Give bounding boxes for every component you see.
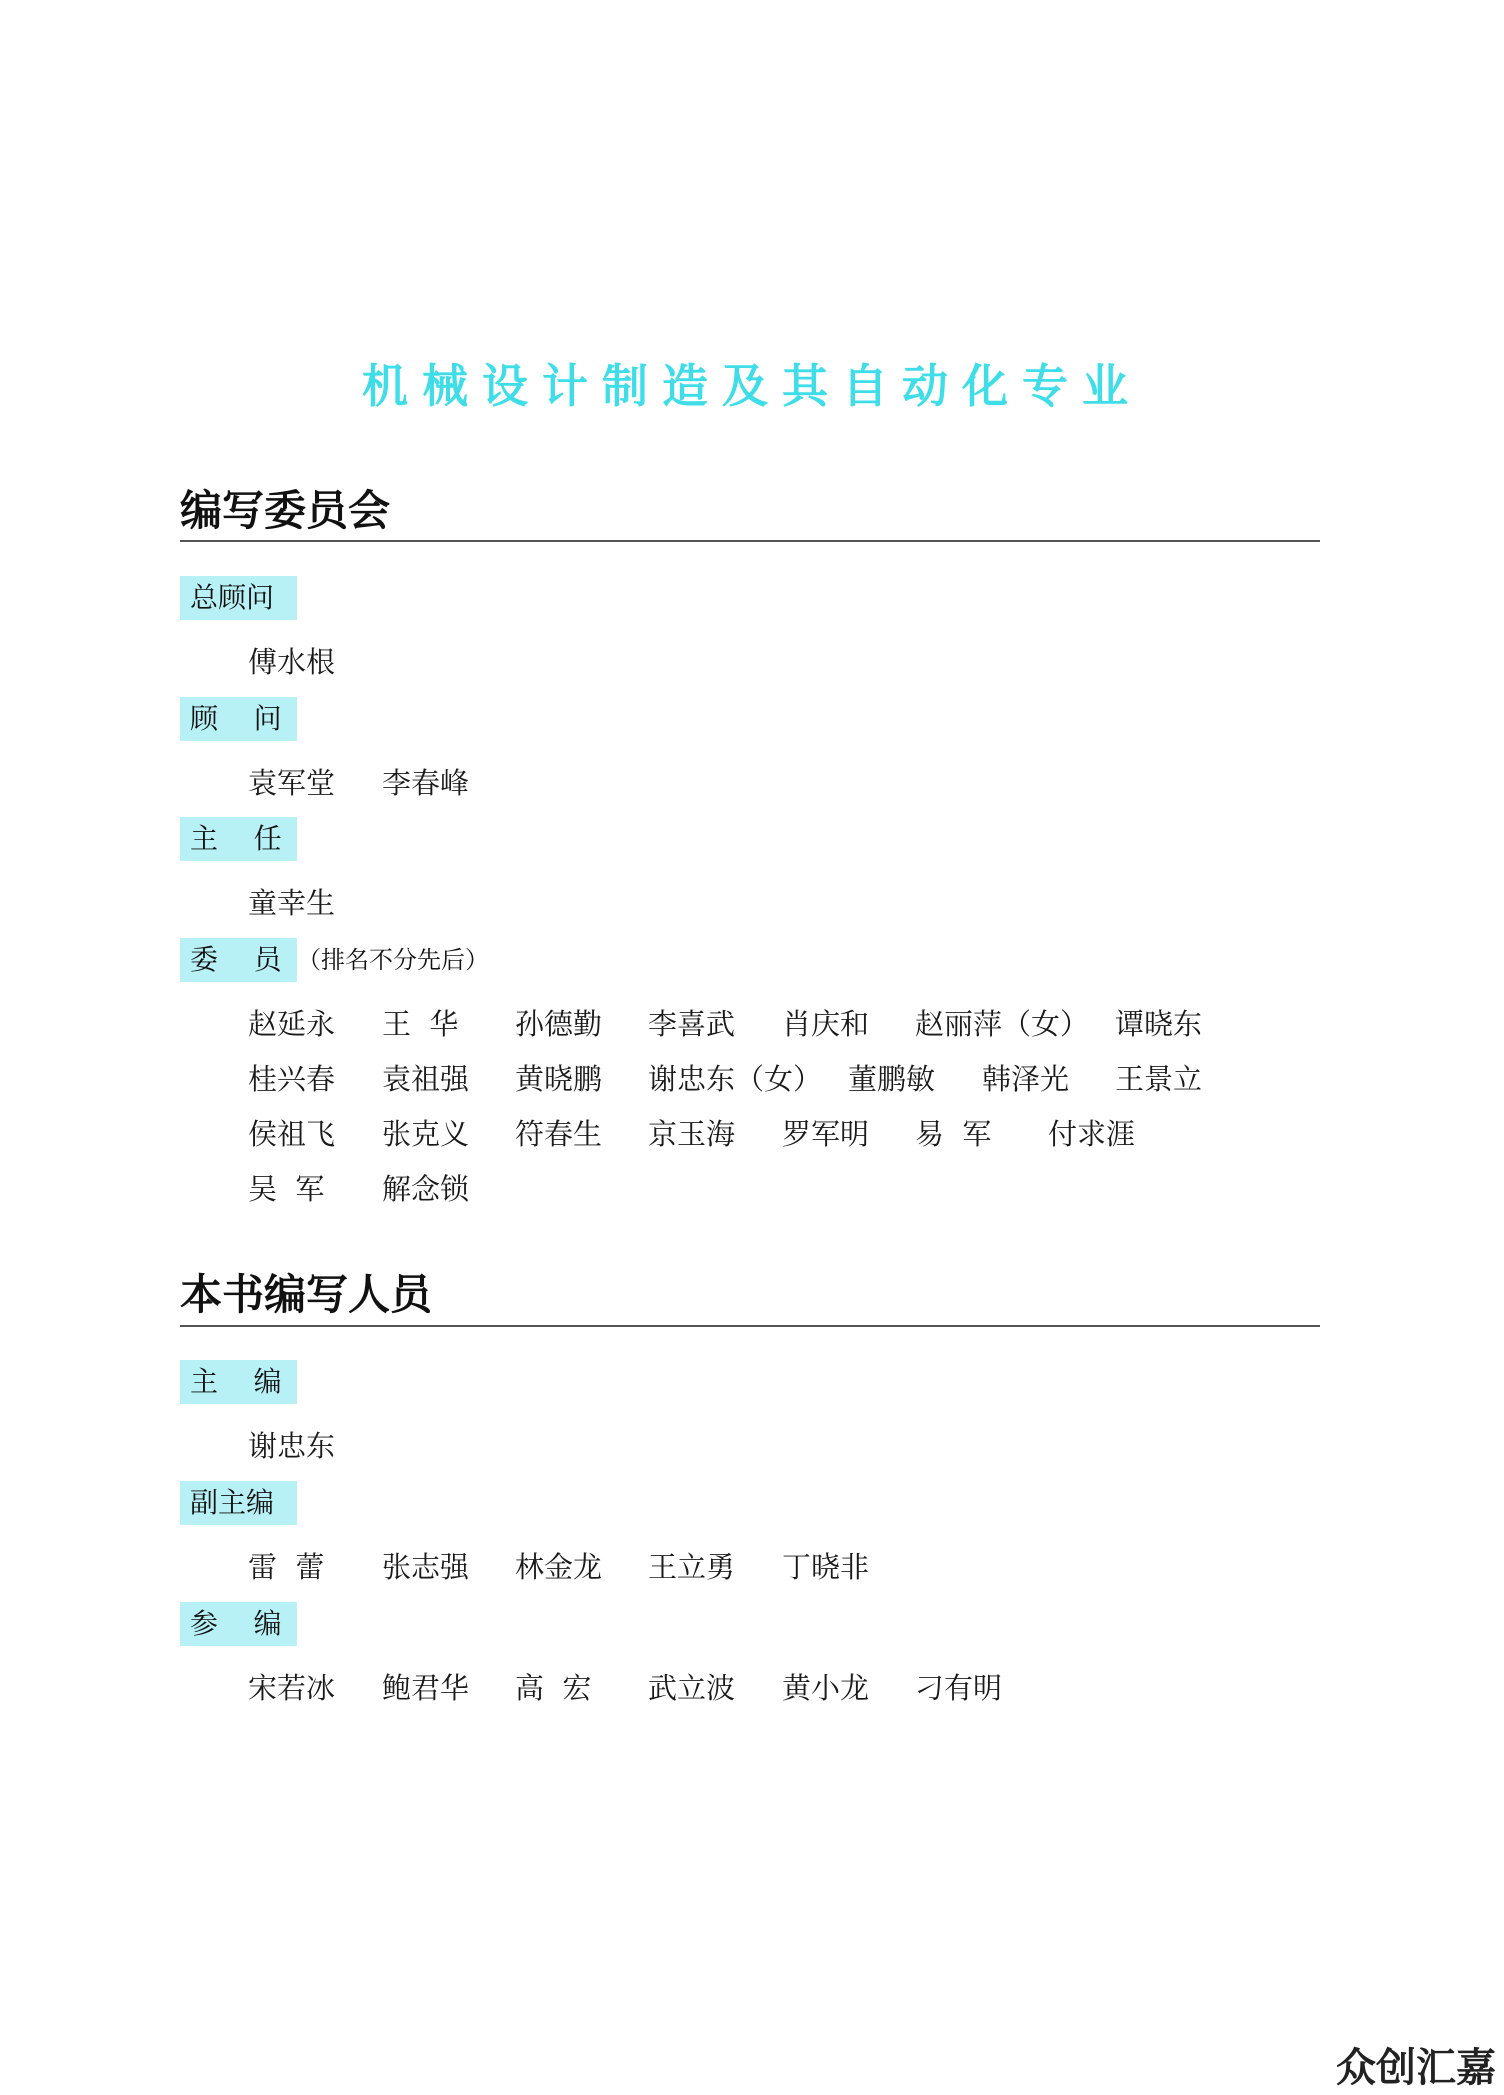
member-name: 谢忠东（女）	[648, 1062, 823, 1096]
member-name: 黄晓鹏	[515, 1062, 603, 1096]
member-name: 桂兴春	[248, 1062, 336, 1096]
authors-divider	[180, 1325, 1320, 1327]
author-name: 谢忠东	[248, 1429, 336, 1463]
member-name: 侯祖飞	[248, 1117, 336, 1151]
member-name: 傅水根	[248, 645, 336, 679]
page-title: 机械设计制造及其自动化专业	[362, 359, 1142, 413]
author-name: 刁有明	[915, 1671, 1003, 1705]
member-name: 吴 军	[248, 1172, 325, 1206]
member-name: 罗军明	[782, 1117, 870, 1151]
member-name: 袁军堂	[248, 766, 336, 800]
member-name: 李喜武	[648, 1007, 736, 1041]
role-label-editor-in-chief: 主 编	[180, 1360, 297, 1404]
member-name: 易 军	[915, 1117, 992, 1151]
author-name: 宋若冰	[248, 1671, 336, 1705]
author-name: 雷 蕾	[248, 1550, 325, 1584]
member-name: 王景立	[1115, 1062, 1203, 1096]
member-name: 赵延永	[248, 1007, 336, 1041]
committee-heading: 编写委员会	[180, 486, 391, 535]
member-name: 张克义	[382, 1117, 470, 1151]
role-label-chief-advisor: 总顾问	[180, 576, 297, 620]
member-name: 符春生	[515, 1117, 603, 1151]
member-name: 解念锁	[382, 1172, 470, 1206]
author-name: 武立波	[648, 1671, 736, 1705]
author-name: 高 宏	[515, 1671, 592, 1705]
author-name: 王立勇	[648, 1550, 736, 1584]
member-name: 童幸生	[248, 886, 336, 920]
author-name: 张志强	[382, 1550, 470, 1584]
member-name: 袁祖强	[382, 1062, 470, 1096]
role-label-advisor: 顾 问	[180, 697, 297, 741]
member-name: 孙德勤	[515, 1007, 603, 1041]
author-name: 丁晓非	[782, 1550, 870, 1584]
member-name: 李春峰	[382, 766, 470, 800]
author-name: 林金龙	[515, 1550, 603, 1584]
member-name: 赵丽萍（女）	[915, 1007, 1090, 1041]
member-name: 韩泽光	[982, 1062, 1070, 1096]
role-label-contributors: 参 编	[180, 1602, 297, 1646]
role-label-deputy-editor: 副主编	[180, 1481, 297, 1525]
committee-divider	[180, 540, 1320, 542]
watermark-logo: 众创汇嘉	[1336, 2045, 1496, 2091]
author-name: 黄小龙	[782, 1671, 870, 1705]
member-name: 京玉海	[648, 1117, 736, 1151]
member-name: 付求涯	[1048, 1117, 1136, 1151]
role-label-members: 委 员	[180, 938, 297, 982]
member-name: 谭晓东	[1115, 1007, 1203, 1041]
member-name: 董鹏敏	[848, 1062, 936, 1096]
role-label-director: 主 任	[180, 817, 297, 861]
author-name: 鲍君华	[382, 1671, 470, 1705]
member-name: 王 华	[382, 1007, 459, 1041]
role-note: （排名不分先后）	[297, 946, 489, 974]
authors-heading: 本书编写人员	[180, 1270, 433, 1319]
member-name: 肖庆和	[782, 1007, 870, 1041]
